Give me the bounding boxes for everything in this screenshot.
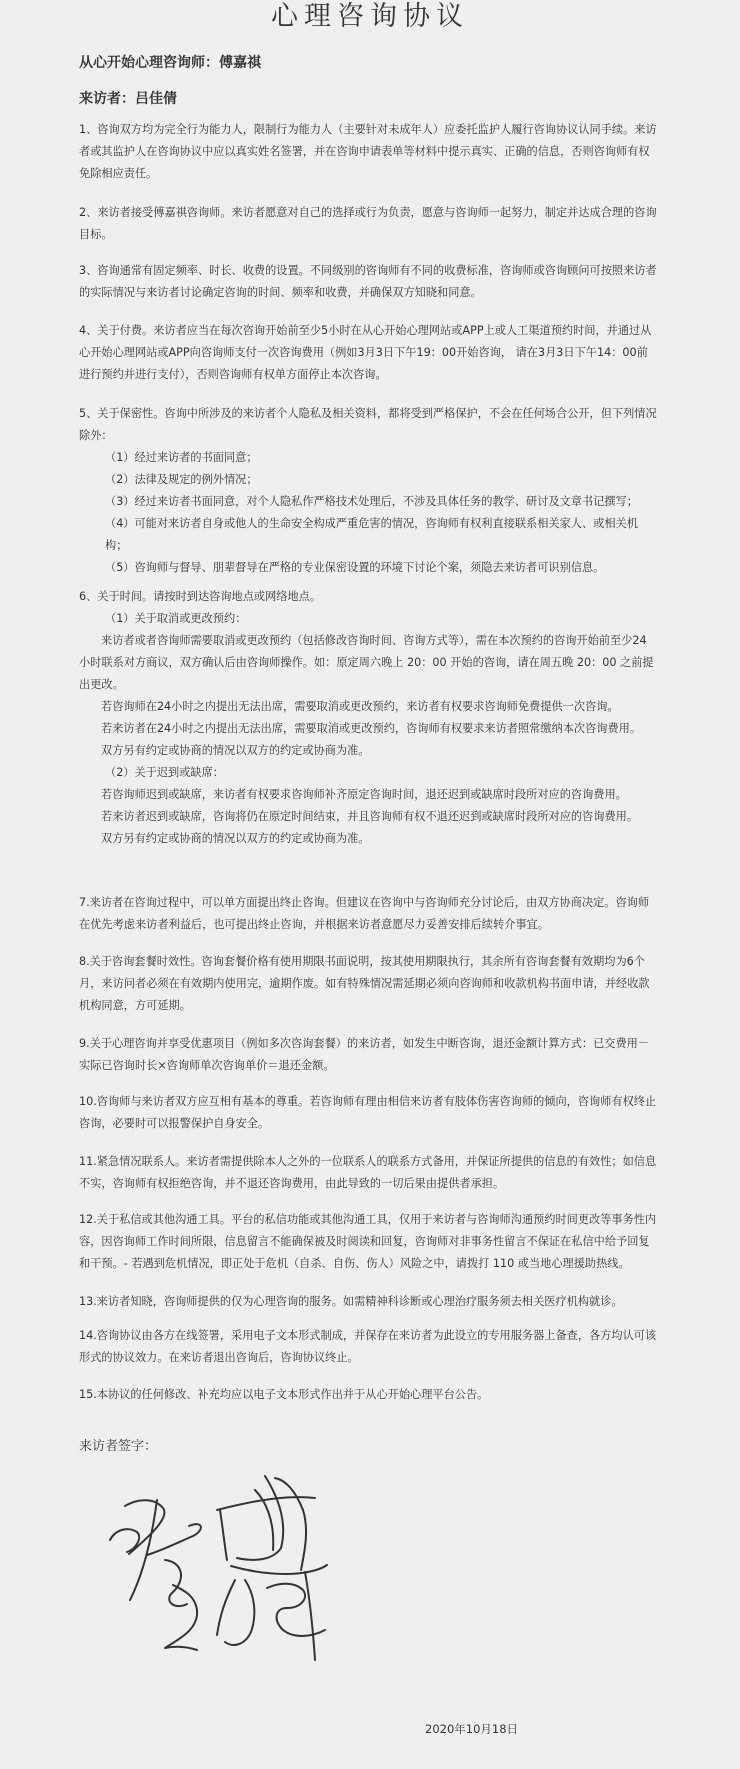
signature-label: 来访者签字： — [79, 1439, 158, 1454]
clause-9: 9.关于心理咨询并享受优惠项目（例如多次咨询套餐）的来访者，如发生中断咨询，退还金额计算方式：已交费用－实际已咨询时长×咨询师单次咨询单价＝退还金额。 — [79, 1037, 650, 1072]
clause-5-item: （3）经过来访者书面同意，对个人隐私作严格技术处理后，不涉及具体任务的教学、研讨及文章书记撰写； — [105, 495, 638, 508]
clause-5-item: （2）法律及规定的例外情况； — [105, 473, 258, 486]
clause-6-2-line: 若来访者迟到或缺席，咨询将仍在原定时间结束，并且咨询师有权不退还迟到或缺席时段所对应的咨询费用。 — [101, 810, 639, 823]
clause-12: 12.关于私信或其他沟通工具。平台的私信功能或其他沟通工具，仅用于来访者与咨询师沟通预约时间更改等事务性内容，因咨询师工作时间所限，信息留言不能确保被及时阅读和回复，咨询师对非事务性留言不保证在私信中给予回复和干预。- 若遇到危机情况，即正处于危机（自杀、自伤、伤人）风险之中，请拨打 110 或当地心理援助热线。 — [79, 1213, 657, 1270]
document-title: 心理咨询协议 — [271, 1, 469, 32]
clause-15: 15.本协议的任何修改、补充均应以电子文本形式作出并于从心开始心理平台公告。 — [79, 1388, 489, 1401]
clause-6-1-line: 若咨询师在24小时之内提出无法出席，需要取消或更改预约，来访者有权要求咨询师免费提供一次咨询。 — [101, 700, 619, 713]
clause-11: 11.紧急情况联系人。来访者需提供除本人之外的一位联系人的联系方式备用，并保证所提供的信息的有效性；如信息不实，咨询师有权拒绝咨询，并不退还咨询费用，由此导致的一切后果由提供者承担。 — [79, 1155, 657, 1190]
clause-5-item: （4）可能对来访者自身或他人的生命安全构成严重危害的情况，咨询师有权利直接联系相关家人、或相关机构； — [105, 517, 638, 552]
clause-6-1-text: 来访者或者咨询师需要取消或更改预约（包括修改咨询时间、咨询方式等），需在本次预约的咨询开始前至少24小时联系对方商议，双方确认后由咨询师操作。如：原定周六晚上 20：00 开始的咨询，请在周五晚 20：00 之前提出更改。 — [79, 634, 654, 691]
clause-5-item: （5）咨询师与督导、朋辈督导在严格的专业保密设置的环境下讨论个案，须隐去来访者可识别信息。 — [105, 561, 605, 574]
clause-7: 7.来访者在咨询过程中，可以单方面提出终止咨询。但建议在咨询中与咨询师充分讨论后，由双方协商决定。咨询师在优先考虑来访者利益后，也可提出终止咨询，并根据来访者意愿尽力妥善安排后续转介事宜。 — [79, 896, 650, 931]
handwritten-signature — [105, 1470, 335, 1670]
clause-6-2-line: 若咨询师迟到或缺席，来访者有权要求咨询师补齐原定咨询时间，退还迟到或缺席时段所对应的咨询费用。 — [101, 788, 627, 801]
clause-4: 4、关于付费。来访者应当在每次咨询开始前至少5小时在从心开始心理网站或APP上或人工渠道预约时间，并通过从心开始心理网站或APP向咨询师支付一次咨询费用（例如3月3日下午19：00开始咨询， 请在3月3日下午14：00前进行预约并进行支付），否则咨询师有权单方面停止本次咨询。 — [79, 324, 652, 381]
clause-6-2-line: 双方另有约定或协商的情况以双方的约定或协商为准。 — [101, 832, 370, 845]
visitor-line: 来访者：吕佳倩 — [79, 91, 177, 107]
clause-1: 1、咨询双方均为完全行为能力人，限制行为能力人（主要针对未成年人）应委托监护人履行咨询协议认同手续。来访者或其监护人在咨询协议中应以真实姓名签署，并在咨询申请表单等材料中提示真实、正确的信息，否则咨询师有权免除相应责任。 — [79, 123, 657, 180]
clause-10: 10.咨询师与来访者双方应互相有基本的尊重。若咨询师有理由相信来访者有肢体伤害咨询师的倾向，咨询师有权终止咨询，必要时可以报警保护自身安全。 — [79, 1095, 657, 1130]
counselor-line: 从心开始心理咨询师：傅嘉祺 — [79, 55, 261, 71]
clause-2: 2、来访者接受傅嘉祺咨询师。来访者愿意对自己的选择或行为负责，愿意与咨询师一起努力，制定并达成合理的咨询目标。 — [79, 206, 657, 241]
clause-8: 8.关于咨询套餐时效性。咨询套餐价格有使用期限书面说明，按其使用期限执行，其余所有咨询套餐有效期均为6个月，来访问者必须在有效期内使用完，逾期作废。如有特殊情况需延期必须向咨询师和收款机构书面申请，并经收款机构同意，方可延期。 — [79, 955, 650, 1012]
clause-6-2-title: （2）关于迟到或缺席： — [105, 766, 224, 779]
signing-date: 2020年10月18日 — [425, 1722, 519, 1736]
clause-13: 13.来访者知晓，咨询师提供的仅为心理咨询的服务。如需精神科诊断或心理治疗服务须去相关医疗机构就诊。 — [79, 1295, 623, 1308]
clause-14: 14.咨询协议由各方在线签署，采用电子文本形式制成，并保存在来访者为此设立的专用服务器上备查，各方均认可该形式的协议效力。在来访者退出咨询后，咨询协议终止。 — [79, 1329, 657, 1364]
clause-5-item: （1）经过来访者的书面同意； — [105, 451, 258, 464]
clause-3: 3、咨询通常有固定频率、时长、收费的设置。不同级别的咨询师有不同的收费标准，咨询师或咨询顾问可按照来访者的实际情况与来访者讨论确定咨询的时间、频率和收费，并确保双方知晓和同意。 — [79, 264, 657, 299]
clause-6-1-line: 双方另有约定或协商的情况以双方的约定或协商为准。 — [101, 744, 370, 757]
clause-6-1-title: （1）关于取消或更改预约： — [105, 612, 247, 625]
clause-6 — [79, 586, 657, 850]
clause-6-1-line: 若来访者在24小时之内提出无法出席，需要取消或更改预约，咨询师有权要求来访者照常缴纳本次咨询费用。 — [101, 722, 642, 735]
clause-5 — [79, 403, 657, 579]
clause-6-text: 6、关于时间。请按时到达咨询地点或网络地点。 — [79, 590, 322, 603]
clause-5-text: 5、关于保密性。咨询中所涉及的来访者个人隐私及相关资料，都将受到严格保护，不会在任何场合公开，但下列情况除外： — [79, 407, 657, 442]
